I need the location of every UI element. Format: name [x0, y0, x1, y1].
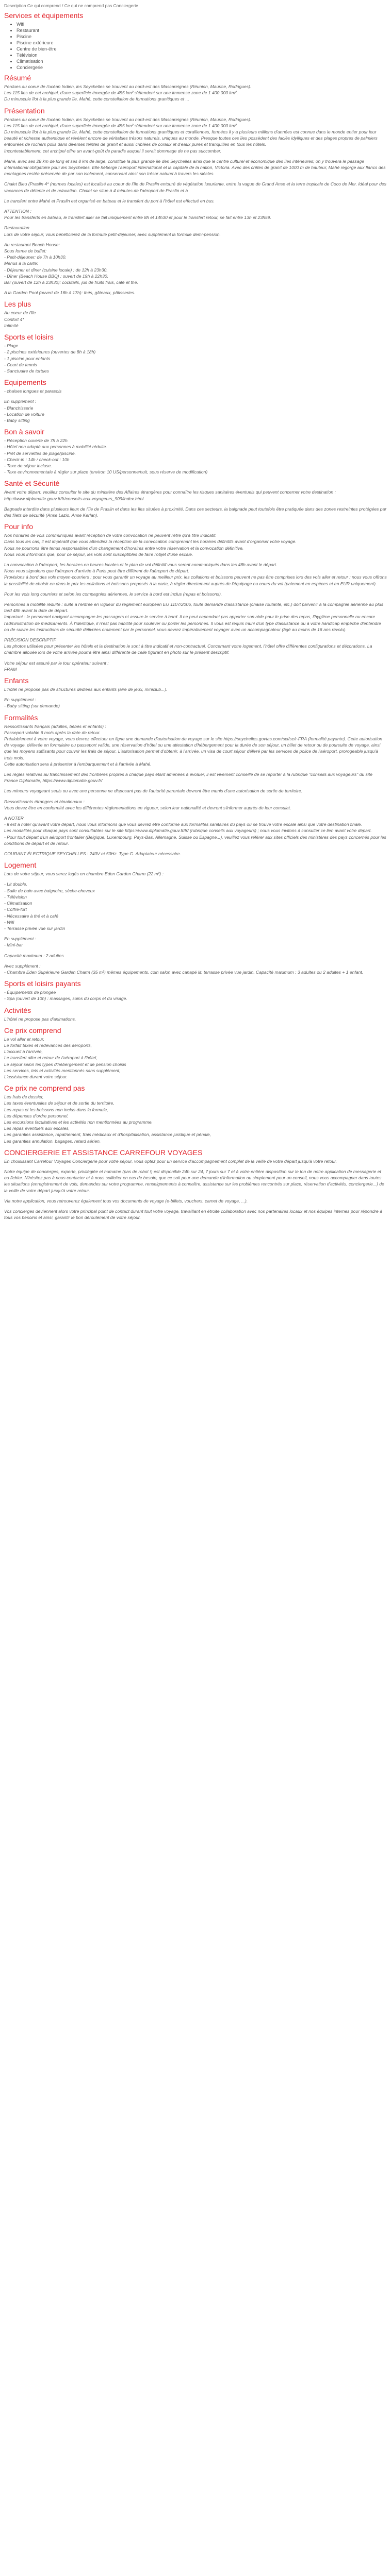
- section-paragraph: Ressortissants français (adultes, bébés et enfants) : Passeport valable 6 mois après la date de retour. Préalablement à votre voyage, vous devrez effectuer en ligne une demande d'autorisation de voyage sur le site https://seychelles.govtas.com/sct/sc/r-FRA (formalité payante). Cette autorisation de voyage, délivrée en formulaire ou passeport valide, une réservation d'hôtel ou une attestation d'hébergement pour la durée de son séjour, un billet de retour ou de poursuite de voyage, ainsi que les moyens suffisants pour couvrir les frais de séjour. L'autorisation permet d'obtenir, à l'arrivée, un visa de court séjour délivré par les services de police de l'aéroport, prorogeable jusqu'à trois mois. Cette autorisation sera à présenter à l'embarquement et à l'arrivée à Mahé.: [4, 723, 382, 767]
- section-title: Pour info: [4, 522, 34, 531]
- section: [4, 378, 387, 423]
- section-title: Equipements: [4, 378, 46, 387]
- section-paragraph: Pour les vols long courriers et selon les compagnies aériennes, le service à bord est inclus (repas et boissons).: [4, 591, 222, 597]
- section: [4, 861, 387, 975]
- section-title: Ce prix ne comprend pas: [4, 1084, 85, 1093]
- section-paragraph: - Équipements de plongée - Spa (ouvert de 10h) : massages, soins du corps et du visage.: [4, 990, 127, 1002]
- section-paragraph: Restauration Lors de votre séjour, vous bénéficierez de la formule petit-déjeuner, avec supplément la formule demi-pension.: [4, 225, 221, 237]
- section-paragraph: A NOTER - Il est à noter qu'avant votre départ, nous vous informons que vous devrez être conforme aux formalités sanitaires du pays où se trouve votre escale ainsi que votre destination finale. Les modalités pour chaque pays sont consultables sur le site https://www.diplomatie.gouv.fr/fr/ (rubrique conseils aux voyageurs) ; nous vous invitons à consulter ce lien avant votre départ. - Pour tout départ d'un aéroport frontalier (Belgique, Luxembourg, Pays-Bas, Allemagne, Suisse ou Espagne...), veuillez vous référer aux sites officiels des ministères des pays concernés pour les conditions de départ et de retour.: [4, 816, 386, 846]
- section: [4, 333, 387, 374]
- breadcrumb: Description Ce qui comprend / Ce qui ne comprend pas Conciergerie: [4, 3, 138, 8]
- section-title: Présentation: [4, 106, 45, 115]
- page: [0, 0, 391, 1221]
- section-title: Formalités: [4, 713, 38, 722]
- section-paragraph: En supplément : - Mini-bar: [4, 936, 37, 948]
- section-paragraph: Notre équipe de concierges, experte, privilégiée et humaine (pas de robot !) est disponible 24h sur 24, 7 jours sur 7 et à votre entière disposition sur le ton de notre application de messagerie et ou fichier. N'hésitez pas à nous contacter et à nous solliciter en cas de besoin, que ce soit pour une demande d'information ou simplement pour un conseil, nous vous accompagner dans toutes les situations (enregistrement de vols, demandes sur votre programme, renseignements à connaître, assistance sur les problèmes rencontrés sur place, réservation d'activités, conciergerie...) de la veille de votre départ jusqu'à votre retour.: [4, 1168, 384, 1193]
- section-title: Bon à savoir: [4, 428, 44, 436]
- amenity-item: • Conciergerie: [17, 64, 387, 71]
- section: [4, 479, 387, 518]
- section: [4, 208, 387, 296]
- section: [4, 1006, 387, 1022]
- section-paragraph: En choisissant Carrefour Voyages Conciergerie pour votre séjour, vous optez pour un service d'accompagnement complet de la veille de votre départ jusqu'à votre retour.: [4, 1158, 337, 1164]
- section-title: Enfants: [4, 676, 29, 685]
- section-paragraph: Le transfert entre Mahé et Praslin est organisé en bateau et le transfert du port à l'hôtel est effectué en bus.: [4, 198, 215, 204]
- section-paragraph: Ressortissants étrangers et binationaux : Vous devez être en conformité avec les différentes réglementations en vigueur, selon leur nationalité et devront s'informer auprès de leur consulat.: [4, 799, 291, 810]
- section-paragraph: Perdues au coeur de l'océan Indien, les Seychelles se trouvent au nord-est des Mascareignes (Réunion, Maurice, Rodrigues). Les 115 îles de cet archipel, d'une superficie émergée de 455 km² s'étendent sur une immense zone de 1 400 000 km². Du minuscule îlot à la plus grande île, Mahé, cette constellation de formations granitiques et ...: [4, 84, 252, 102]
- section-paragraph: - Plage - 2 piscines extérieures (ouvertes de 8h à 18h) - 1 piscine pour enfants - Court de tennis - Sanctuaire de tortues: [4, 343, 96, 374]
- section: [4, 74, 387, 103]
- section-paragraph: Au coeur de l'île Confort 4* Intimité: [4, 310, 36, 328]
- section-paragraph: En supplément : - Blanchisserie - Location de voiture - Baby sitting: [4, 399, 44, 423]
- section: [4, 428, 387, 475]
- section-paragraph: Les règles relatives au franchissement des frontières propres à chaque pays étant amenées à évoluer, il est vivement conseillé de se reporter à la rubrique "conseils aux voyageurs" du site France Diplomatie, https://www.diplomatie.gouv.fr/: [4, 772, 373, 784]
- section-paragraph: L'hôtel ne propose pas d'animations.: [4, 1016, 76, 1022]
- section: [4, 1026, 387, 1080]
- section: [4, 1084, 387, 1144]
- sections: [4, 74, 387, 1221]
- section-paragraph: Capacité maximum : 2 adultes: [4, 953, 64, 958]
- amenity-item: • Piscine extérieure: [17, 40, 387, 46]
- section: [4, 637, 387, 672]
- section-title: Résumé: [4, 74, 31, 82]
- section-paragraph: Bagnade interdite dans plusieurs lieux de l'île de Praslin et dans les îles situées à proximité. Dans ces secteurs, la baignade peut toutefois être pratiquée dans des zones restreintes protégées par des filets de sécurité (Anse Lazio, Anse Kerlan).: [4, 506, 387, 518]
- section-title: Logement: [4, 861, 37, 870]
- section-paragraph: A la Garden Pool (ouvert de 16h à 17h): thés, gâteaux, pâtisseries.: [4, 290, 136, 296]
- section-paragraph: Avec supplément : - Chambre Eden Supérieure Garden Charm (35 m²) mêmes équipements, coin salon avec canapé lit, terrasse privée vue jardin. Capacité maximum : 3 adultes ou 2 adultes + 1 enfant.: [4, 963, 364, 975]
- section-paragraph: L'hôtel ne propose pas de structures dédiées aux enfants (aire de jeux, miniclub...).: [4, 687, 168, 692]
- section-paragraph: PRÉCISION DESCRIPTIF Les photos utilisées pour présenter les hôtels et la destination le sont à titre indicatif et non-contractuel. Concernant votre logement, l'hôtel offre différentes configurations et décorations. La chambre allouée lors de votre arrivée pourra être ainsi différente de celle figurant en photo sur le présent descriptif.: [4, 637, 372, 655]
- section-paragraph: Les frais de dossier, Les taxes éventuelles de séjour et de sortie du territoire, Les repas et les boissons non inclus dans la formule, Les dépenses d'ordre personnel, Les excursions facultatives et les activités non mentionnées au programme, Les repas éventuels aux escales, Les garanties assistance, rapatriement, frais médicaux et d'hospitalisation, assistance juridique et pénale, Les garanties annulation, bagages, retard aérien.: [4, 1094, 211, 1144]
- section: [4, 979, 387, 1002]
- amenity-item: • Restaurant: [17, 27, 387, 33]
- section-paragraph: Avant votre départ, veuillez consulter le site du ministère des Affaires étrangères pour connaître les risques sanitaires éventuels qui peuvent concerner votre destination : http://www.diplomatie.gouv.fr/fr/conseils-aux-voyageurs_909/index.html: [4, 489, 336, 501]
- section-title: Sports et loisirs: [4, 333, 54, 342]
- amenity-item: • Centre de bien-être: [17, 46, 387, 52]
- section-paragraph: Les mineurs voyageant seuls ou avec une personne ne disposant pas de l'autorité parentale devront être munis d'une autorisation de sortie de territoire.: [4, 788, 302, 794]
- section-paragraph: Le vol aller et retour, Le forfait taxes et redevances des aéroports, L'accueil à l'arrivée, Le transfert aller et retour de l'aéroport à l'hôtel, Le séjour selon les types d'hébergement et de pension choisis Les services, tels et activités mentionnés sans supplément, L'assistance durant votre séjour.: [4, 1036, 126, 1079]
- section-paragraph: - Réception ouverte de 7h à 22h. - Hôtel non adapté aux personnes à mobilité réduite. - Prêt de serviettes de plage/piscine. - Check-in : 14h / check-out : 10h - Taxe de séjour incluse. - Taxe environnementale à régler sur place (environ 10 US/personne/nuit, sous réserve de modification): [4, 438, 208, 475]
- section-paragraph: Via notre application, vous retrouverez également tous vos documents de voyage (e-billets, vouchers, carnet de voyage, ...).: [4, 1198, 248, 1204]
- section-title: Sports et loisirs payants: [4, 979, 81, 988]
- section-paragraph: La convocation à l'aéroport, les horaires en heures locales et le plan de vol définitif vous seront communiqués dans les 48h avant le départ. Nous vous signalons que l'aéroport d'arrivée à Paris peut être différent de l'aéroport de départ. Provisions à bord des vols moyen-courriers : pour vous garantir un voyage au meilleur prix, les collations et boissons peuvent ne pas être comprises lors des vols aller et retour ; nous vous offrons la possibilité de choisir en dans le prix les collations et boissons proposés à la carte, à régler directement auprès de l'équipage ou cours du vol (paiement en espèces et en EUR uniquement).: [4, 562, 387, 586]
- amenities-title: Services et équipements: [4, 11, 84, 20]
- section-paragraph: Au restaurant Beach House: Sous forme de buffet: - Petit-déjeuner: de 7h à 10h30. Menus à la carte: - Déjeuner et dîner (cuisine locale) : de 12h à 23h30. - Dîner (Beach House BBQ) : ouvert de 19h à 22h30. Bar (ouvert de 12h à 23h30): cocktails, jus de fruits frais, café et thé.: [4, 242, 138, 285]
- section-paragraph: Nos horaires de vols communiqués avant réception de votre convocation ne peuvent l'être qu'à titre indicatif. Dans tous les cas, il est impératif que vous attendiez la réception de la convocation comprenant les horaires définitifs avant d'organiser votre voyage. Nous ne pourrons être tenus responsables d'un changement d'horaires entre votre réservation et la convocation définitive. Nous vous informons que, pour ce séjour, les vols sont susceptibles de faire l'objet d'une escale.: [4, 533, 297, 557]
- section-paragraph: ATTENTION : Pour les transferts en bateau, le transfert aller se fait uniquement entre 8h et 14h30 et pour le transfert retour, se fait entre 13h et 23h59.: [4, 209, 271, 221]
- section: [4, 1148, 387, 1221]
- section-title: Les plus: [4, 300, 31, 309]
- section: [4, 714, 387, 857]
- amenities-list: [4, 21, 387, 71]
- amenity-item: • Piscine: [17, 33, 387, 40]
- section-paragraph: Perdues au coeur de l'océan Indien, les Seychelles se trouvent au nord-est des Mascareignes (Réunion, Maurice, Rodrigues). Les 115 îles de cet archipel, d'une superficie émergée de 455 km² s'étendent sur une immense zone de 1 400 000 km². Du minuscule îlot à la plus grande île, Mahé, cette constellation de formations granitiques et coralliennes, formées il y a plusieurs millions d'années est connue dans le monde entier pour leur beauté et richesse authentique et révèlent encore de véritables trésors naturels, uniques au monde. Presque toutes ces îles possèdent des faciès idylliques et des plages propres de palmiers entourées de rochers polis dans diverses teintes de granit et aussi criblées de coraux et d'eaux pures et tranquilles en tous les hôtels. Incontestablement, cet archipel offre un avant-goût de paradis auquel il serait dommage de ne pas succomber.: [4, 116, 378, 154]
- section-paragraph: Lors de votre séjour, vous serez logés en chambre Eden Garden Charm (22 m²) :: [4, 871, 164, 877]
- section-paragraph: Votre séjour est assuré par le tour opérateur suivant : FRAM: [4, 660, 109, 672]
- section: [4, 522, 387, 633]
- section: [4, 676, 387, 709]
- section-title: CONCIERGERIE ET ASSISTANCE CARREFOUR VOYAGES: [4, 1148, 203, 1157]
- amenity-item: • Télévision: [17, 52, 387, 58]
- section-paragraph: Personnes à mobilité réduite : suite à l'entrée en vigueur du règlement européen EU 1107/2006, toute demande d'assistance (chaise roulante, etc.) doit parvenir à la compagnie aérienne au plus tard 48h avant la date de départ. Important : le personnel navigant accompagne les passagers et assure le service à bord. Il ne peut cependant pas apporter son aide pour le prise des repas, l'hygiène personnelle ou encore l'administration de médicaments. À l'identique, il n'est pas habilité pour soulever ou porter les personnes. Il vous est requis muni d'un type d'assistance ou à votre handicap empêche d'entendre ou de suivre les instructions de sécurité délivrées oralement par le personnel, vous devrez impérativement voyager avec un accompagnateur (âgé au moins de 16 ans révolu).: [4, 601, 384, 632]
- section-title: Activités: [4, 1006, 31, 1014]
- section-paragraph: - chaises longues et parasols: [4, 388, 62, 394]
- section-paragraph: Mahé, avec ses 28 km de long et ses 8 km de large, constitue la plus grande île des Seychelles ainsi que le centre culturel et économique des îles intérieures; on y trouvera le passage international obligatoire pour les Seychelles. Elle héberge l'aéroport international et la capitale de la nation, Victoria. Avec des crêtes de granit de 1000 m de hauteur, Mahé regorge aux flancs des montagnes restée préservée de par son isolement, conservant ainsi son trésor naturel à travers les siècles.: [4, 158, 386, 177]
- section-title: Ce prix comprend: [4, 1026, 61, 1035]
- section-title: Santé et Sécurité: [4, 479, 60, 488]
- section-paragraph: Vos concierges deviennent alors votre principal point de contact durant tout votre voyage, travaillant en étroite collaboration avec nos partenaires locaux et nos équipes internes pour répondre à tous vos besoins et ainsi, garantir le bon déroulement de votre séjour.: [4, 1209, 382, 1221]
- section-paragraph: COURANT ÉLECTRIQUE SEYCHELLES : 240V et 50Hz. Type G. Adaptateur nécessaire.: [4, 851, 181, 857]
- section-paragraph: En supplément : - Baby sitting (sur demande): [4, 697, 60, 709]
- section-paragraph: - Lit double. - Salle de bain avec baignoire, sèche-cheveux - Télévision - Climatisation - Coffre-fort - Nécessaire à thé et à café - Wifi - Terrasse privée vue sur jardin: [4, 882, 95, 931]
- section: [4, 107, 387, 204]
- amenity-item: • Climatisation: [17, 58, 387, 64]
- amenity-item: • Wifi: [17, 21, 387, 27]
- section-paragraph: Chalet Bleu (Praslin 4* (normes locales) est localisé au coeur de l'île de Praslin entouré de végétation luxuriante, entre la vague de Grand Anse et la terre tropicale de Coco de Mer. Idéal pour des vacances de détente et de relaxation. Chalet se situe à 4 minutes de l'aéroport de Praslin et à: [4, 181, 386, 193]
- section: [4, 300, 387, 329]
